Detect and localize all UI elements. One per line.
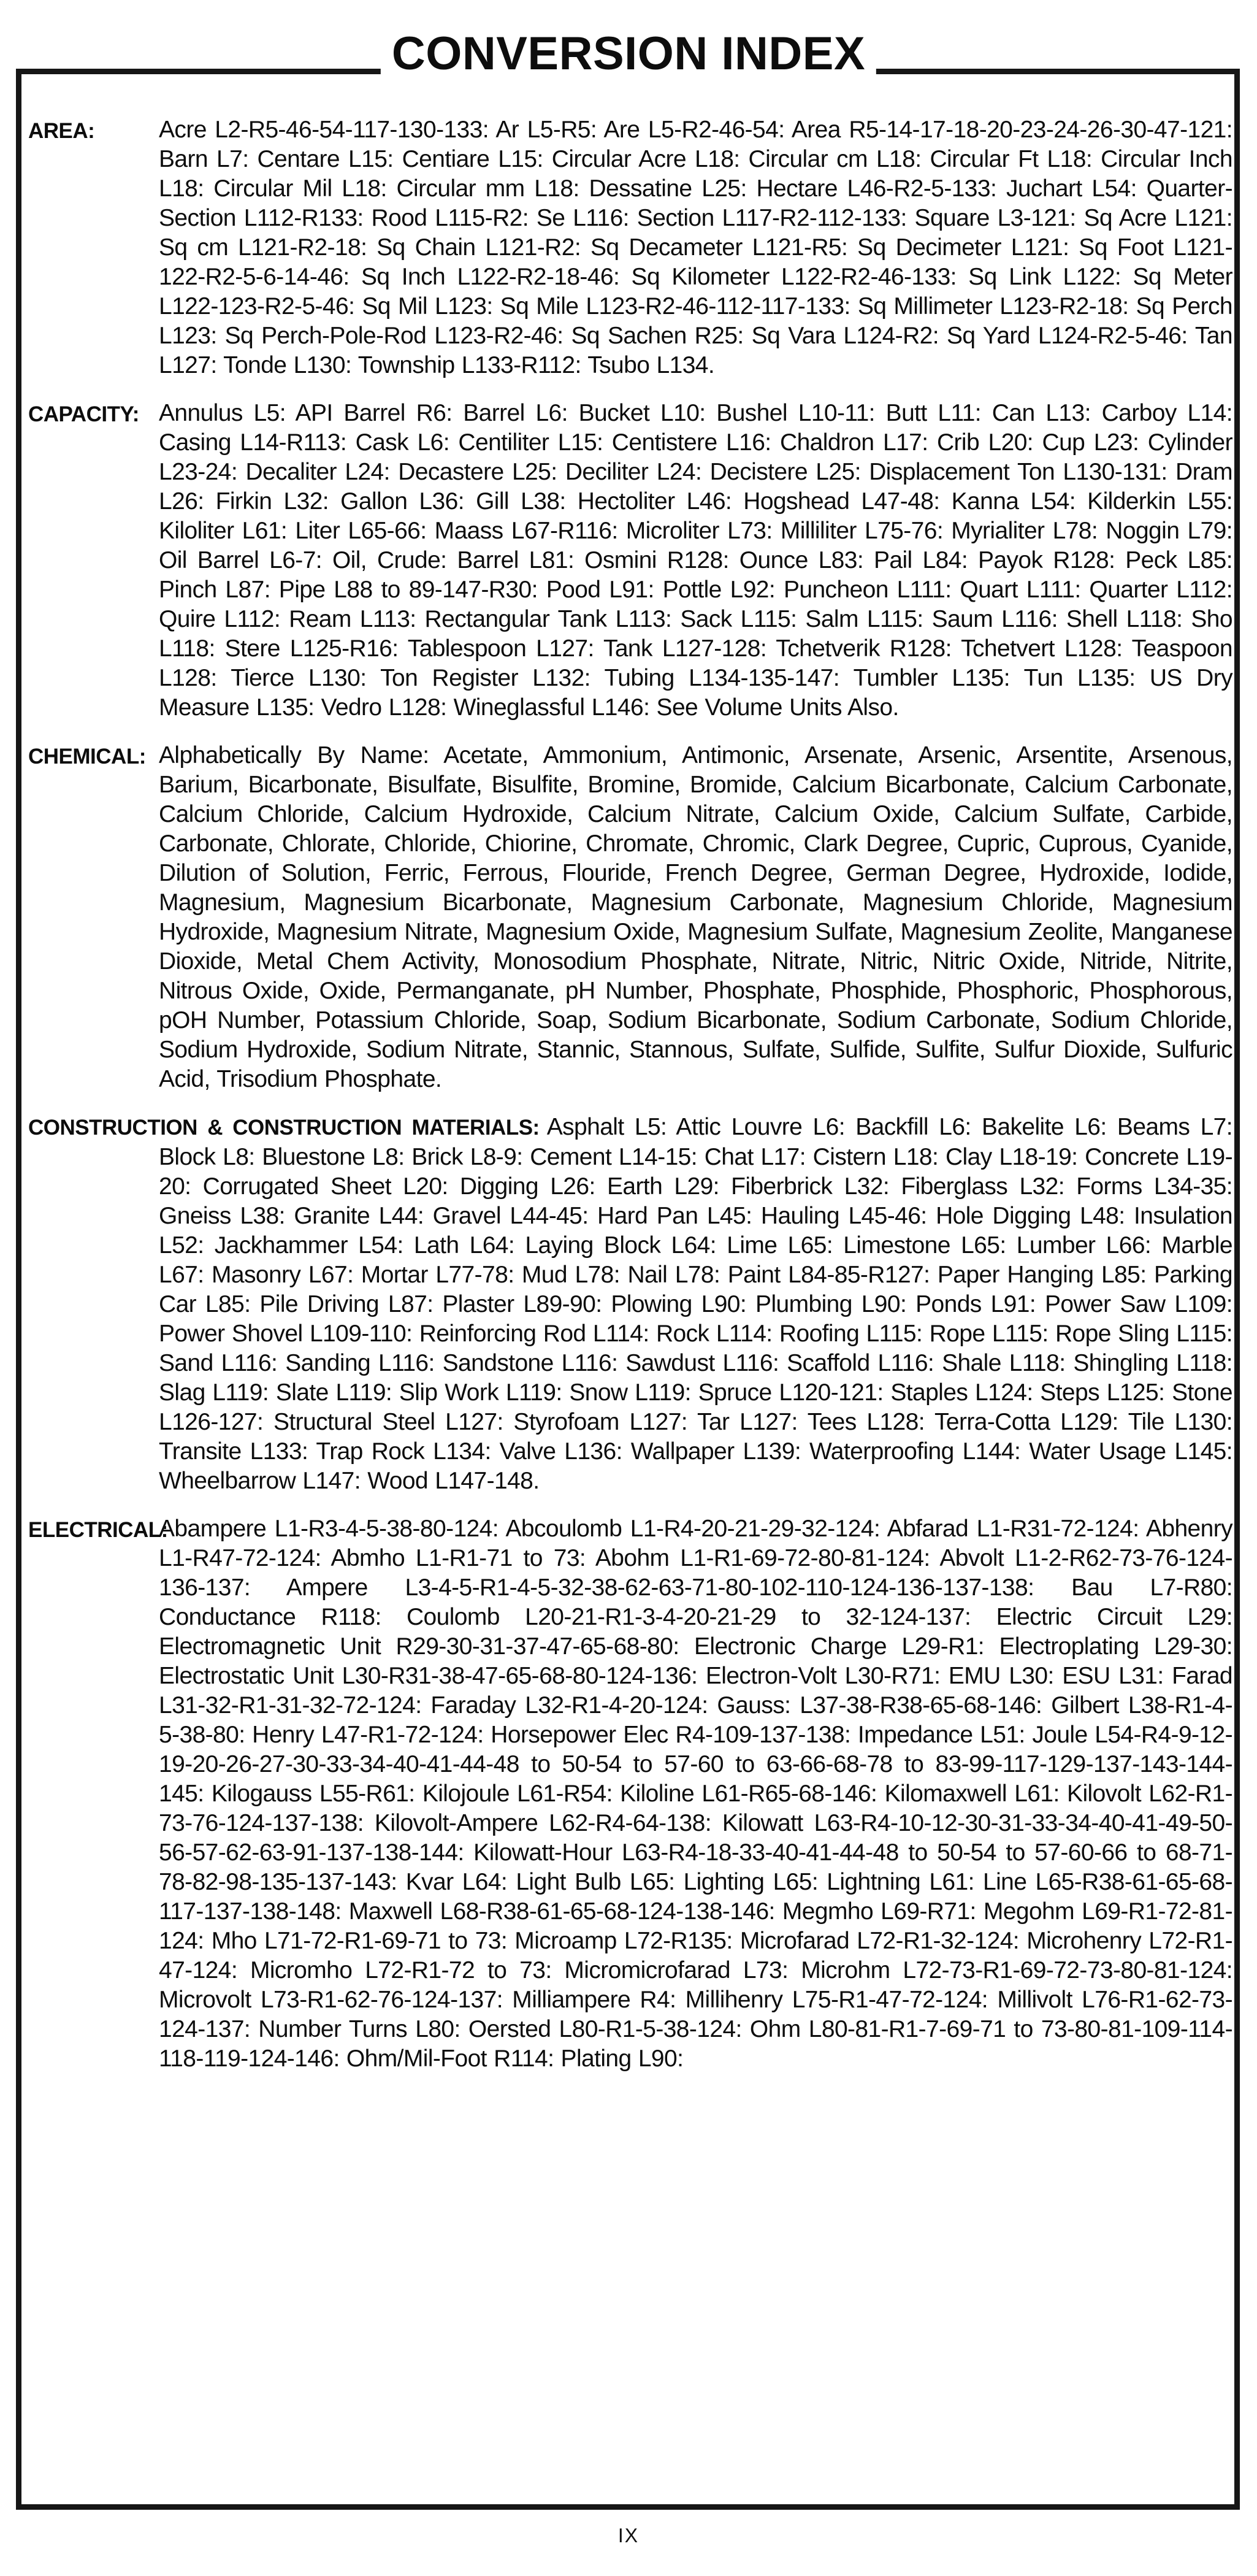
index-content bbox=[28, 115, 1232, 2092]
section-label-chemical: CHEMICAL: bbox=[28, 745, 146, 769]
section-text-area: Acre L2-R5-46-54-117-130-133: Ar L5-R5: Are L5-R2-46-54: Area R5-14-17-18-20-23-24-26-30-47-121: Barn L7: Centare L15: Centiare L15: Circular Acre L18: Circular cm L18: Circular Ft L18: Circular Inch L18: Circular Mil L18: Circular mm L18: Dessatine L25: Hectare L46-R2-5-133: Juchart L54: Quarter-Section L112-R133: Rood L115-R2: Se L116: Section L117-R2-112-133: Square L3-121: Sq Acre L121: Sq cm L121-R2-18: Sq Chain L121-R2: Sq Decameter L121-R5: Sq Decimeter L121: Sq Foot L121-122-R2-5-6-14-46: Sq Inch L122-R2-18-46: Sq Kilometer L122-R2-46-133: Sq Link L122: Sq Meter L122-123-R2-5-46: Sq Mil L123: Sq Mile L123-R2-46-112-117-133: Sq Millimeter L123-R2-18: Sq Perch L123: Sq Perch-Pole-Rod L123-R2-46: Sq Sachen R25: Sq Vara L124-R2: Sq Yard L124-R2-5-46: Tan L127: Tonde L130: Township L133-R112: Tsubo L134. bbox=[159, 117, 1232, 378]
section-text-capacity: Annulus L5: API Barrel R6: Barrel L6: Bucket L10: Bushel L10-11: Butt L11: Can L13: Carboy L14: Casing L14-R113: Cask L6: Centiliter L15: Centistere L16: Chaldron L17: Crib L20: Cup L23: Cylinder L23-24: Decaliter L24: Decastere L25: Deciliter L24: Decistere L25: Displacement Ton L130-131: Dram L26: Firkin L32: Gallon L36: Gill L38: Hectoliter L46: Hogshead L47-48: Kanna L54: Kilderkin L55: Kiloliter L61: Liter L65-66: Maass L67-R116: Microliter L73: Milliliter L75-76: Myrialiter L78: Noggin L79: Oil Barrel L6-7: Oil, Crude: Barrel L81: Osmini R128: Ounce L83: Pail L84: Payok R128: Peck L85: Pinch L87: Pipe L88 to 89-147-R30: Pood L91: Pottle L92: Puncheon L111: Quart L111: Quarter L112: Quire L112: Ream L113: Rectangular Tank L113: Sack L115: Salm L115: Saum L116: Shell L118: Sho L118: Stere L125-R16: Tablespoon L127: Tank L127-128: Tchetverik R128: Tchetvert L128: Teaspoon L128: Tierce L130: Ton Register L132: Tubing L134-135-147: Tumbler L135: Tun L135: US Dry Measure L135: Vedro L128: Wineglassful L146: See Volume Units Also. bbox=[159, 400, 1232, 721]
section-text-electrical: Abampere L1-R3-4-5-38-80-124: Abcoulomb L1-R4-20-21-29-32-124: Abfarad L1-R31-72-124: Abhenry L1-R47-72-124: Abmho L1-R1-71 to 73: Abohm L1-R1-69-72-80-81-124: Abvolt L1-2-R62-73-76-124-136-137: Ampere L3-4-5-R1-4-5-32-38-62-63-71-80-102-110-124-136-137-138: Bau L7-R80: Conductance R118: Coulomb L20-21-R1-3-4-20-21-29 to 32-124-137: Electric Circuit L29: Electromagnetic Unit R29-30-31-37-47-65-68-80: Electronic Charge L29-R1: Electroplating L29-30: Electrostatic Unit L30-R31-38-47-65-68-80-124-136: Electron-Volt L30-R71: EMU L30: ESU L31: Farad L31-32-R1-31-32-72-124: Faraday L32-R1-4-20-124: Gauss: L37-38-R38-65-68-146: Gilbert L38-R1-4-5-38-80: Henry L47-R1-72-124: Horsepower Elec R4-109-137-138: Impedance L51: Joule L54-R4-9-12-19-20-26-27-30-33-34-40-41-44-48 to 50-54 to 57-60 to 63-66-68-78 to 83-99-117-129-137-143-144-145: Kilogauss L55-R61: Kilojoule L61-R54: Kiloline L61-R65-68-146: Kilomaxwell L61: Kilovolt L62-R1-73-76-124-137-138: Kilovolt-Ampere L62-R4-64-138: Kilowatt L63-R4-10-12-30-31-33-34-40-41-49-50-56-57-62-63-91-137-138-144: Kilowatt-Hour L63-R4-18-33-40-41-44-48 to 50-54 to 57-60-66 to 68-71-78-82-98-135-137-143: Kvar L64: Light Bulb L65: Lighting L65: Lightning L61: Line L65-R38-61-65-68-117-137-138-148: Maxwell L68-R38-61-65-68-124-138-146: Megmho L69-R71: Megohm L69-R1-72-81-124: Mho L71-72-R1-69-71 to 73: Microamp L72-R135: Microfarad L72-R1-32-124: Microhenry L72-R1-47-124: Micromho L72-R1-72 to 73: Micromicrofarad L73: Microhm L72-73-R1-69-72-73-80-81-124: Microvolt L73-R1-62-76-124-137: Milliampere R4: Millihenry L75-R1-47-72-124: Millivolt L76-R1-62-73-124-137: Number Turns L80: Oersted L80-R1-5-38-124: Ohm L80-81-R1-7-69-71 to 73-80-81-109-114-118-119-124-146: Ohm/Mil-Foot R114: Plating L90: bbox=[159, 1516, 1232, 2072]
section-label-area: AREA: bbox=[28, 119, 95, 143]
page-number: IX bbox=[617, 2524, 640, 2547]
section-label-capacity: CAPACITY: bbox=[28, 402, 139, 426]
index-section-capacity bbox=[28, 399, 1232, 723]
section-text-construction: Asphalt L5: Attic Louvre L6: Backfill L6: Bakelite L6: Beams L7: Block L8: Bluestone L8: Brick L8-9: Cement L14-15: Chat L17: Cistern L18: Clay L18-19: Concrete L19-20: Corrugated Sheet L20: Digging L26: Earth L29: Fiberbrick L32: Fiberglass L32: Forms L34-35: Gneiss L38: Granite L44: Gravel L44-45: Hard Pan L45: Hauling L45-46: Hole Digging L48: Insulation L52: Jackhammer L54: Lath L64: Laying Block L64: Lime L65: Limestone L65: Lumber L66: Marble L67: Masonry L67: Mortar L77-78: Mud L78: Nail L78: Paint L84-85-R127: Paper Hanging L85: Parking Car L85: Pile Driving L87: Plaster L89-90: Plowing L90: Plumbing L90: Ponds L91: Power Saw L109: Power Shovel L109-110: Reinforcing Rod L114: Rock L114: Roofing L115: Rope L115: Rope Sling L115: Sand L116: Sanding L116: Sandstone L116: Sawdust L116: Scaffold L116: Shale L118: Shingling L118: Slag L119: Slate L119: Slip Work L119: Snow L119: Spruce L120-121: Staples L124: Steps L125: Stone L126-127: Structural Steel L127: Styrofoam L127: Tar L127: Tees L128: Terra-Cotta L129: Tile L130: Transite L133: Trap Rock L134: Valve L136: Wallpaper L139: Waterproofing L144: Water Usage L145: Wheelbarrow L147: Wood L147-148. bbox=[159, 1114, 1232, 1494]
section-label-construction: CONSTRUCTION & CONSTRUCTION MATERIALS: bbox=[28, 1116, 540, 1140]
index-section-chemical bbox=[28, 741, 1232, 1094]
index-section-construction bbox=[28, 1113, 1232, 1496]
page-title: CONVERSION INDEX bbox=[381, 27, 876, 80]
section-label-electrical: ELECTRICAL: bbox=[28, 1518, 168, 1542]
section-text-chemical: Alphabetically By Name: Acetate, Ammonium, Antimonic, Arsenate, Arsenic, Arsentite, Arsenous, Barium, Bicarbonate, Bisulfate, Bisulfite, Bromine, Bromide, Calcium Bicarbonate, Calcium Carbonate, Calcium Chloride, Calcium Hydroxide, Calcium Nitrate, Calcium Oxide, Calcium Sulfate, Carbide, Carbonate, Chlorate, Chloride, Chiorine, Chromate, Chromic, Clark Degree, Cupric, Cuprous, Cyanide, Dilution of Solution, Ferric, Ferrous, Flouride, French Degree, German Degree, Hydroxide, Iodide, Magnesium, Magnesium Bicarbonate, Magnesium Carbonate, Magnesium Chloride, Magnesium Hydroxide, Magnesium Nitrate, Magnesium Oxide, Magnesium Sulfate, Magnesium Zeolite, Manganese Dioxide, Metal Chem Activity, Monosodium Phosphate, Nitrate, Nitric, Nitric Oxide, Nitride, Nitrite, Nitrous Oxide, Oxide, Permanganate, pH Number, Phosphate, Phosphide, Phosphoric, Phosphorous, pOH Number, Potassium Chloride, Soap, Sodium Bicarbonate, Sodium Carbonate, Sodium Chloride, Sodium Hydroxide, Sodium Nitrate, Stannic, Stannous, Sulfate, Sulfide, Sulfite, Sulfur Dioxide, Sulfuric Acid, Trisodium Phosphate. bbox=[159, 742, 1232, 1092]
index-section-area bbox=[28, 115, 1232, 380]
index-section-electrical bbox=[28, 1514, 1232, 2074]
